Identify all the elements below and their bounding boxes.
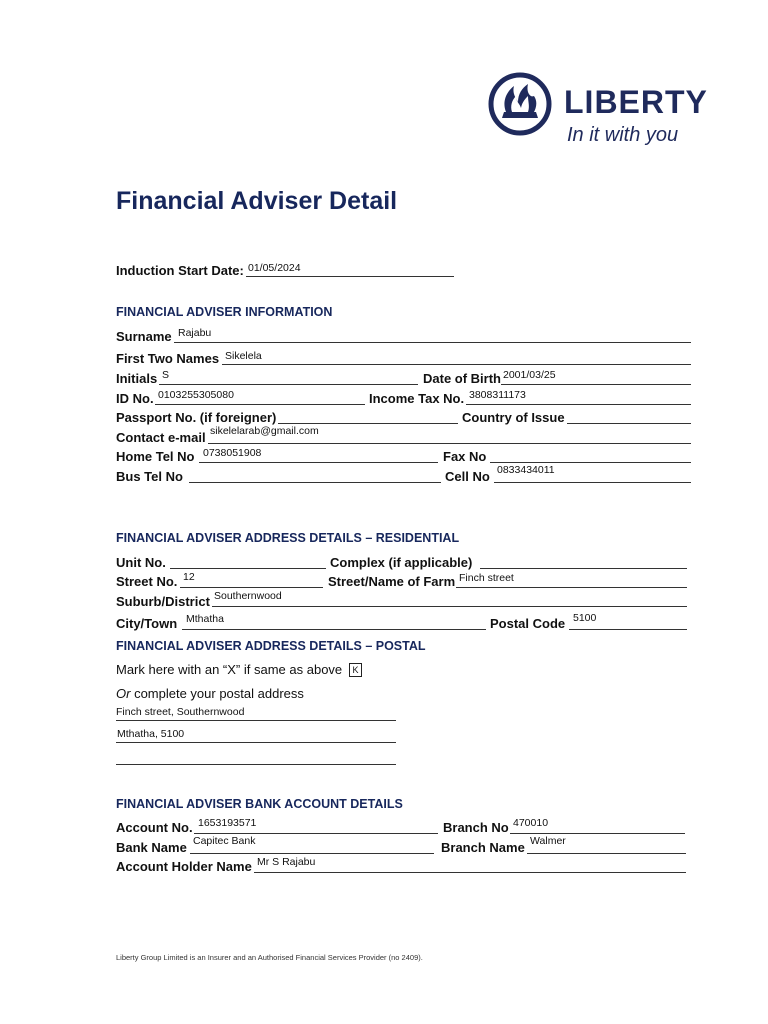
- initials-value: S: [162, 369, 170, 381]
- complete-postal-text: complete your postal address: [130, 686, 304, 701]
- street-name-label: Street/Name of Farm: [328, 574, 456, 589]
- or-word: Or: [116, 686, 131, 701]
- postal-line-2-value: Mthatha, 5100: [117, 728, 185, 740]
- street-no-value: 12: [183, 571, 195, 583]
- fax-field[interactable]: [490, 462, 691, 463]
- cell-value: 0833434011: [497, 464, 555, 476]
- postal-line-2-field[interactable]: [116, 742, 396, 743]
- liberty-logo: [488, 70, 718, 150]
- first-names-value: Sikelela: [225, 350, 262, 362]
- passport-field[interactable]: [278, 423, 458, 424]
- account-holder-label: Account Holder Name: [116, 859, 252, 874]
- complete-postal-instruction: [116, 686, 304, 701]
- id-no-label: ID No.: [116, 391, 154, 406]
- account-holder-value: Mr S Rajabu: [257, 856, 316, 868]
- postal-line-1-value: Finch street, Southernwood: [116, 706, 245, 718]
- surname-field[interactable]: [174, 342, 691, 343]
- unit-field[interactable]: [170, 568, 326, 569]
- account-no-field[interactable]: [194, 833, 438, 834]
- page-title: Financial Adviser Detail: [116, 187, 398, 215]
- branch-no-label: Branch No: [443, 820, 509, 835]
- cell-label: Cell No: [445, 469, 490, 484]
- bank-name-label: Bank Name: [116, 840, 187, 855]
- first-names-label: First Two Names: [116, 351, 220, 366]
- dob-label: Date of Birth: [423, 371, 501, 386]
- city-field[interactable]: [182, 629, 486, 630]
- income-tax-label: Income Tax No.: [369, 391, 465, 406]
- id-no-value: 0103255305080: [158, 389, 234, 401]
- country-issue-label: Country of Issue: [462, 410, 565, 425]
- bus-tel-field[interactable]: [189, 482, 441, 483]
- suburb-value: Southernwood: [214, 590, 282, 602]
- suburb-field[interactable]: [212, 606, 687, 607]
- email-label: Contact e-mail: [116, 430, 206, 445]
- induction-value: 01/05/2024: [248, 262, 301, 274]
- surname-value: Rajabu: [178, 327, 212, 339]
- postal-code-field[interactable]: [569, 629, 687, 630]
- dob-field[interactable]: [501, 384, 691, 385]
- bank-name-field[interactable]: [190, 853, 434, 854]
- income-tax-value: 3808311173: [469, 389, 526, 401]
- email-field[interactable]: [208, 443, 691, 444]
- income-tax-field[interactable]: [466, 404, 691, 405]
- street-name-value: Finch street: [459, 572, 514, 584]
- suburb-label: Suburb/District: [116, 594, 210, 609]
- dob-value: 2001/03/25: [503, 369, 556, 381]
- brand-tagline: In it with you: [567, 124, 679, 146]
- complex-field[interactable]: [480, 568, 687, 569]
- same-as-above-label: Mark here with an “X” if same as above: [116, 662, 343, 677]
- fax-label: Fax No: [443, 449, 487, 464]
- complex-label: Complex (if applicable): [330, 555, 473, 570]
- same-as-above-checkbox[interactable]: K: [349, 663, 362, 677]
- section-heading-adviser-info: FINANCIAL ADVISER INFORMATION: [116, 305, 333, 319]
- email-value: sikelelarab@gmail.com: [210, 425, 319, 437]
- street-no-label: Street No.: [116, 574, 178, 589]
- unit-label: Unit No.: [116, 555, 166, 570]
- induction-field[interactable]: [246, 276, 454, 277]
- branch-no-field[interactable]: [510, 833, 685, 834]
- postal-line-1-field[interactable]: [116, 720, 396, 721]
- section-heading-residential: FINANCIAL ADVISER ADDRESS DETAILS – RESIDENTIAL: [116, 531, 460, 545]
- section-heading-bank: FINANCIAL ADVISER BANK ACCOUNT DETAILS: [116, 797, 403, 811]
- bus-tel-label: Bus Tel No: [116, 469, 183, 484]
- induction-label: Induction Start Date:: [116, 263, 244, 278]
- city-label: City/Town: [116, 616, 178, 631]
- home-tel-value: 0738051908: [203, 447, 262, 459]
- branch-no-value: 470010: [513, 817, 549, 829]
- branch-name-label: Branch Name: [441, 840, 525, 855]
- account-no-label: Account No.: [116, 820, 193, 835]
- postal-line-3-field[interactable]: [116, 764, 396, 765]
- initials-field[interactable]: [159, 384, 418, 385]
- account-holder-field[interactable]: [254, 872, 686, 873]
- postal-code-value: 5100: [573, 612, 597, 624]
- surname-label: Surname: [116, 329, 172, 344]
- home-tel-field[interactable]: [199, 462, 438, 463]
- footer-disclaimer: Liberty Group Limited is an Insurer and an Authorised Financial Services Provider (no 2409).: [116, 953, 423, 962]
- branch-name-value: Walmer: [530, 835, 566, 847]
- home-tel-label: Home Tel No: [116, 449, 195, 464]
- postal-code-label: Postal Code: [490, 616, 566, 631]
- city-value: Mthatha: [186, 613, 224, 625]
- first-names-field[interactable]: [222, 364, 691, 365]
- branch-name-field[interactable]: [527, 853, 686, 854]
- section-heading-postal: FINANCIAL ADVISER ADDRESS DETAILS – POSTAL: [116, 639, 426, 653]
- account-no-value: 1653193571: [198, 817, 257, 829]
- flame-logo-icon: [488, 72, 552, 136]
- passport-label: Passport No. (if foreigner): [116, 410, 277, 425]
- cell-field[interactable]: [494, 482, 691, 483]
- street-name-field[interactable]: [456, 587, 687, 588]
- id-no-field[interactable]: [155, 404, 365, 405]
- bank-name-value: Capitec Bank: [193, 835, 256, 847]
- country-issue-field[interactable]: [567, 423, 691, 424]
- street-no-field[interactable]: [180, 587, 323, 588]
- initials-label: Initials: [116, 371, 158, 386]
- brand-name: LIBERTY: [564, 84, 708, 120]
